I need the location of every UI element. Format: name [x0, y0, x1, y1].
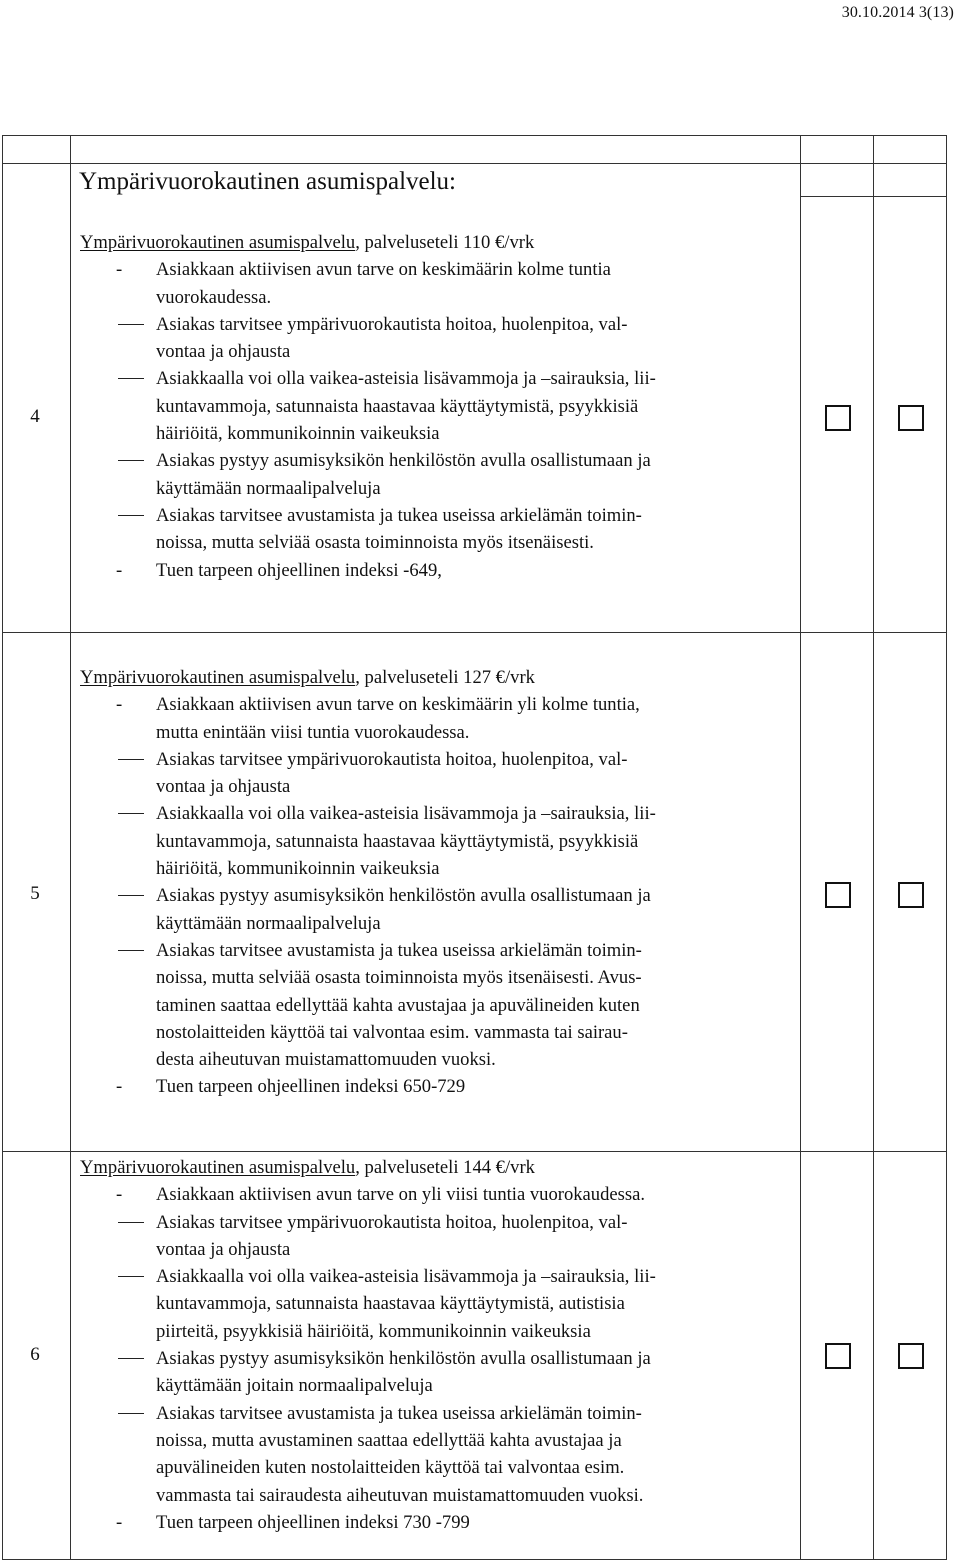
dash-bullet-icon: [118, 1413, 144, 1414]
hyphen-marker: -: [116, 1511, 123, 1533]
dash-bullet-icon: [118, 515, 144, 516]
hyphen-marker: -: [116, 259, 123, 281]
row-number: 4: [30, 406, 40, 427]
hyphen-marker: -: [116, 559, 123, 581]
criteria-text: Asiakkaalla voi olla vaikea-asteisia lisävammoja ja –sairauksia, lii- kuntavammoja, satunnaista haastavaa käyttäytymistä, psyykkisiä häiriöitä, kommunikoinnin vaikeuksia: [156, 368, 656, 445]
criteria-item: [80, 502, 795, 557]
criteria-item: [80, 800, 795, 882]
checkbox[interactable]: [825, 1343, 851, 1369]
row-description: [80, 229, 795, 584]
criteria-text: Asiakkaan aktiivisen avun tarve on keskimäärin yli kolme tuntia, mutta enintään viisi tuntia vuorokaudessa.: [156, 694, 640, 743]
checkbox[interactable]: [825, 882, 851, 908]
criteria-list: [80, 691, 795, 1100]
heading-service-name: Ympärivuorokautinen asumispalvelu: [80, 232, 356, 253]
criteria-text: Asiakas pystyy asumisyksikön henkilöstön avulla osallistumaan ja käyttämään normaalipalveluja: [156, 885, 651, 934]
table-divider: [873, 136, 874, 1559]
criteria-list: [80, 256, 795, 584]
criteria-item: [80, 746, 795, 801]
criteria-item: [80, 311, 795, 366]
heading-service-name: Ympärivuorokautinen asumispalvelu: [80, 667, 356, 688]
criteria-item: [80, 1509, 795, 1536]
page-reference: 30.10.2014 3(13): [841, 4, 954, 21]
criteria-text: Asiakas pystyy asumisyksikön henkilöstön avulla osallistumaan ja käyttämään normaalipalveluja: [156, 450, 651, 499]
section-title: Ympärivuorokautinen asumispalvelu:: [79, 168, 457, 195]
checkbox[interactable]: [825, 405, 851, 431]
dash-bullet-icon: [118, 1358, 144, 1359]
criteria-text: Asiakkaalla voi olla vaikea-asteisia lisävammoja ja –sairauksia, lii- kuntavammoja, satunnaista haastavaa käyttäytymistä, psyykkisiä häiriöitä, kommunikoinnin vaikeuksia: [156, 803, 656, 880]
table-divider: [800, 136, 801, 1559]
row-number: 5: [30, 883, 40, 904]
row-description: [80, 1154, 795, 1536]
criteria-text: Tuen tarpeen ohjeellinen indeksi -649,: [156, 559, 442, 581]
criteria-item: [80, 1181, 795, 1208]
criteria-text: Tuen tarpeen ohjeellinen indeksi 650-729: [156, 1076, 466, 1098]
criteria-text: Tuen tarpeen ohjeellinen indeksi 730 -799: [156, 1511, 470, 1533]
criteria-item: [80, 365, 795, 447]
dash-bullet-icon: [118, 759, 144, 760]
table-divider: [3, 632, 946, 633]
dash-bullet-icon: [118, 1276, 144, 1277]
checkbox[interactable]: [898, 1343, 924, 1369]
dash-bullet-icon: [118, 813, 144, 814]
checkbox[interactable]: [898, 882, 924, 908]
row-number: 6: [30, 1344, 40, 1365]
criteria-text: Asiakas tarvitsee avustamista ja tukea useissa arkielämän toimin- noissa, mutta selviää osasta toiminnoista myös itsenäisesti.: [156, 504, 642, 554]
row-description: [80, 664, 795, 1101]
criteria-item: [80, 882, 795, 937]
hyphen-marker: -: [116, 1076, 123, 1098]
heading-voucher: , palveluseteli 110 €/vrk: [355, 232, 535, 253]
dash-bullet-icon: [118, 324, 144, 325]
criteria-item: [80, 1345, 795, 1400]
criteria-item: [80, 1209, 795, 1264]
hyphen-marker: -: [116, 694, 123, 716]
table-divider: [800, 196, 946, 197]
heading-service-name: Ympärivuorokautinen asumispalvelu: [80, 1157, 356, 1178]
criteria-item: [80, 691, 795, 746]
criteria-list: [80, 1181, 795, 1536]
table-divider: [3, 1151, 946, 1152]
criteria-item: [80, 937, 795, 1073]
dash-bullet-icon: [118, 460, 144, 461]
criteria-text: Asiakas tarvitsee ympärivuorokautista hoitoa, huolenpitoa, val- vontaa ja ohjausta: [156, 313, 628, 363]
row-heading: [80, 1154, 795, 1181]
table-divider: [70, 136, 71, 1559]
dash-bullet-icon: [118, 950, 144, 951]
criteria-text: Asiakas tarvitsee ympärivuorokautista hoitoa, huolenpitoa, val- vontaa ja ohjausta: [156, 1211, 628, 1260]
criteria-text: Asiakkaan aktiivisen avun tarve on yli viisi tuntia vuorokaudessa.: [156, 1184, 646, 1206]
criteria-item: [80, 447, 795, 502]
criteria-item: [80, 1400, 795, 1509]
heading-voucher: , palveluseteli 127 €/vrk: [355, 667, 535, 688]
checkbox[interactable]: [898, 405, 924, 431]
row-heading: [80, 229, 795, 256]
criteria-text: Asiakkaan aktiivisen avun tarve on keskimäärin kolme tuntia vuorokaudessa.: [156, 259, 611, 308]
criteria-item: [80, 557, 795, 584]
dash-bullet-icon: [118, 378, 144, 379]
criteria-item: [80, 1263, 795, 1345]
row-heading: [80, 664, 795, 691]
criteria-text: Asiakas tarvitsee avustamista ja tukea useissa arkielämän toimin- noissa, mutta selviää osasta toiminnoista myös itsenäisesti. Avus- taminen saattaa edellyttää kahta avustajaa ja apuvälineiden kuten nostolaitteiden käyttöä tai valvontaa esim. vammasta tai sairau- desta aiheutuvan muistamattomuuden vuoksi.: [156, 939, 642, 1071]
heading-voucher: , palveluseteli 144 €/vrk: [355, 1157, 535, 1178]
criteria-item: [80, 256, 795, 311]
dash-bullet-icon: [118, 895, 144, 896]
table-divider: [3, 163, 946, 164]
dash-bullet-icon: [118, 1222, 144, 1223]
criteria-text: Asiakas pystyy asumisyksikön henkilöstön avulla osallistumaan ja käyttämään joitain normaalipalveluja: [156, 1348, 651, 1397]
criteria-text: Asiakkaalla voi olla vaikea-asteisia lisävammoja ja –sairauksia, lii- kuntavammoja, satunnaista haastavaa käyttäytymistä, autistisia piirteitä, psyykkisiä häiriöitä, kommunikoinnin vaikeuksia: [156, 1266, 656, 1342]
hyphen-marker: -: [116, 1184, 123, 1206]
criteria-item: [80, 1073, 795, 1100]
criteria-text: Asiakas tarvitsee ympärivuorokautista hoitoa, huolenpitoa, val- vontaa ja ohjausta: [156, 748, 628, 798]
criteria-text: Asiakas tarvitsee avustamista ja tukea useissa arkielämän toimin- noissa, mutta avustaminen saattaa edellyttää kahta avustajaa ja apuvälineiden kuten nostolaitteiden käyttöä tai valvontaa esim. vammasta tai sairaudesta aiheutuvan muistamattomuuden vuoksi.: [156, 1402, 644, 1506]
